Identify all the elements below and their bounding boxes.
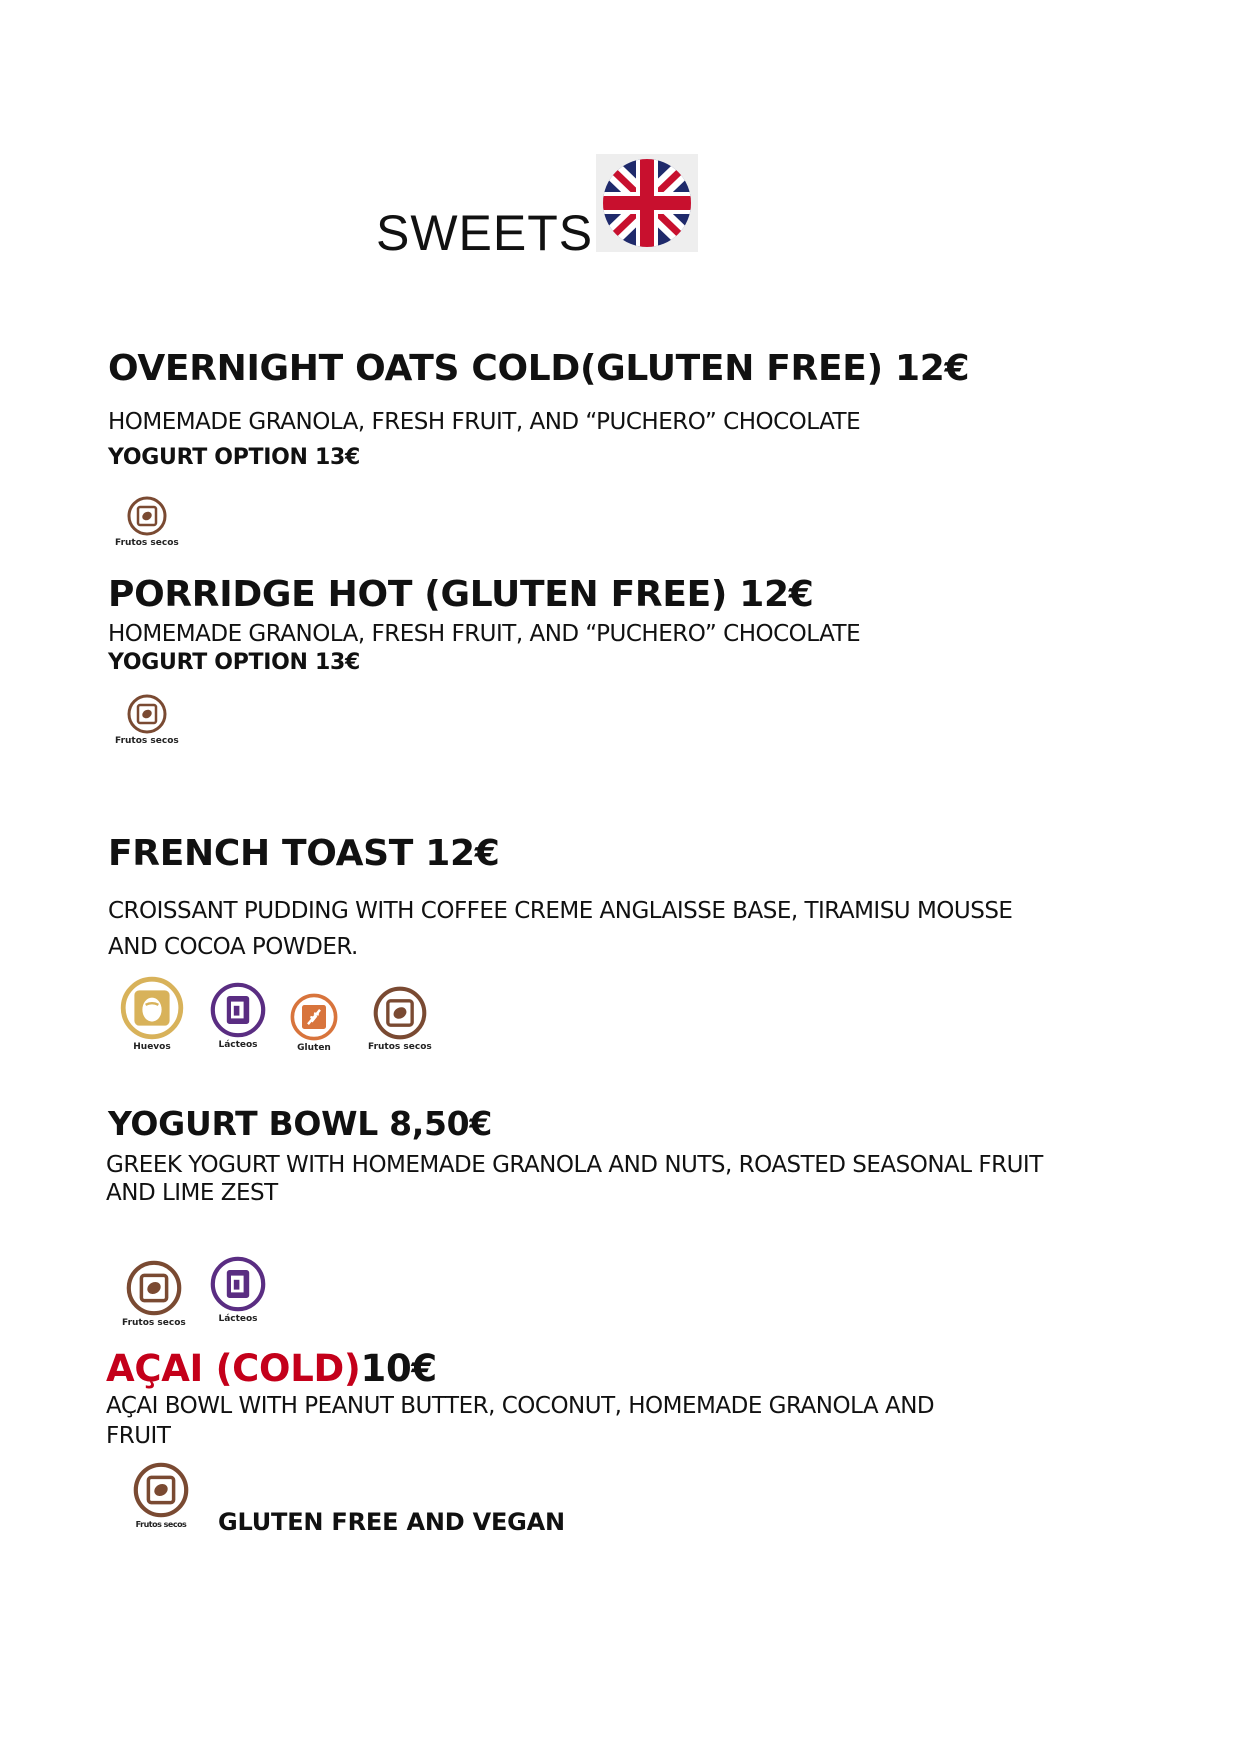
item-description: HOMEMADE GRANOLA, FRESH FRUIT, AND “PUCHERO” CHOCOLATE — [108, 621, 861, 647]
item-description: FRUIT — [106, 1423, 171, 1449]
allergen-nuts-icon — [115, 694, 179, 746]
item-description: GREEK YOGURT WITH HOMEMADE GRANOLA AND NUTS, ROASTED SEASONAL FRUIT — [106, 1152, 1043, 1178]
item-description: AND LIME ZEST — [106, 1180, 278, 1206]
item-option: YOGURT OPTION 13€ — [108, 445, 361, 470]
allergen-label: Frutos secos — [115, 538, 179, 548]
allergen-label: Gluten — [297, 1043, 331, 1053]
allergen-nuts-icon — [368, 986, 432, 1052]
allergen-nuts-icon — [122, 1260, 186, 1328]
allergen-label: Lácteos — [218, 1040, 258, 1050]
item-title — [106, 1347, 437, 1390]
allergen-label: Frutos secos — [122, 1318, 186, 1328]
allergen-label: Frutos secos — [135, 1520, 187, 1529]
allergen-dairy-icon — [210, 1256, 266, 1324]
page-title: SWEETS — [376, 205, 594, 261]
item-title: OVERNIGHT OATS COLD(GLUTEN FREE) 12€ — [108, 348, 970, 389]
item-description: CROISSANT PUDDING WITH COFFEE CREME ANGLAISSE BASE, TIRAMISU MOUSSE — [108, 898, 1013, 924]
allergen-label: Frutos secos — [115, 736, 179, 746]
item-description: HOMEMADE GRANOLA, FRESH FRUIT, AND “PUCHERO” CHOCOLATE — [108, 409, 861, 435]
allergen-nuts-icon — [115, 496, 179, 548]
item-title-price: 10€ — [360, 1347, 437, 1390]
item-option: YOGURT OPTION 13€ — [108, 650, 361, 675]
allergen-label: Frutos secos — [368, 1042, 432, 1052]
item-description: AÇAI BOWL WITH PEANUT BUTTER, COCONUT, HOMEMADE GRANOLA AND — [106, 1393, 935, 1419]
uk-flag-icon — [596, 154, 698, 252]
allergen-gluten-icon — [290, 993, 338, 1053]
allergen-label: Lácteos — [218, 1314, 258, 1324]
allergen-label: Huevos — [133, 1042, 171, 1052]
item-title: YOGURT BOWL 8,50€ — [108, 1104, 492, 1143]
item-title: PORRIDGE HOT (GLUTEN FREE) 12€ — [108, 574, 814, 615]
allergen-nuts-icon — [133, 1462, 189, 1529]
allergen-dairy-icon — [210, 982, 266, 1050]
item-title-name: AÇAI (COLD) — [106, 1347, 361, 1390]
dietary-note: GLUTEN FREE AND VEGAN — [218, 1508, 565, 1536]
item-title: FRENCH TOAST 12€ — [108, 833, 500, 874]
allergen-eggs-icon — [120, 976, 184, 1052]
item-description: AND COCOA POWDER. — [108, 934, 358, 960]
